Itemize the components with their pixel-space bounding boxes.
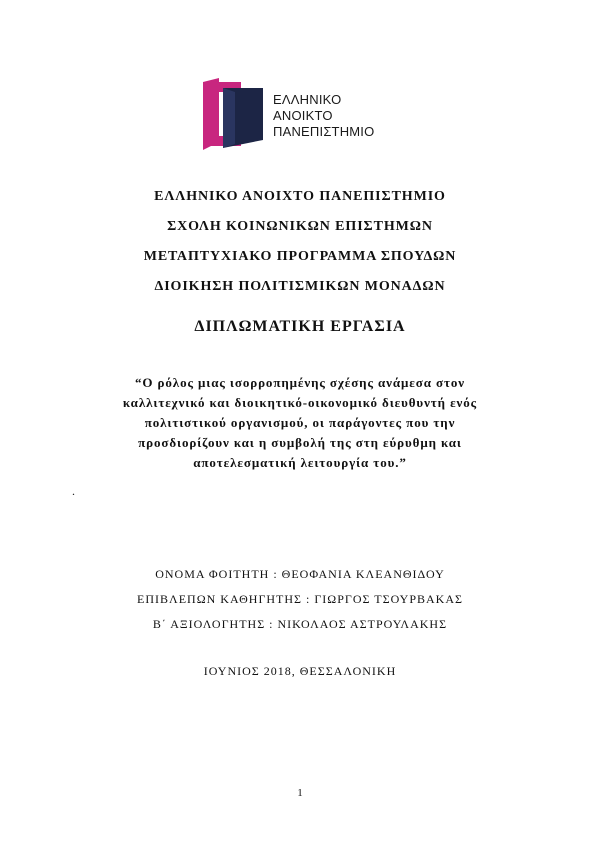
logo-wordmark bbox=[273, 92, 374, 140]
logo-line: ΑΝΟΙΚΤΟ bbox=[273, 108, 333, 123]
title-line: αποτελεσματική λειτουργία του.” bbox=[193, 455, 407, 470]
specialization-name: ΔΙΟΙΚΗΣΗ ΠΟΛΙΤΙΣΜΙΚΩΝ ΜΟΝΑΔΩΝ bbox=[154, 279, 446, 294]
thesis-type-heading: ΔΙΠΛΩΜΑΤΙΚΗ ΕΡΓΑΣΙΑ bbox=[194, 318, 406, 335]
logo-line: ΠΑΝΕΠΙΣΤΗΜΙΟ bbox=[273, 124, 375, 139]
thesis-title bbox=[80, 373, 520, 473]
program-name: ΜΕΤΑΠΤΥΧΙΑΚΟ ΠΡΟΓΡΑΜΜΑ ΣΠΟΥΔΩΝ bbox=[143, 249, 457, 264]
student-name: ΟΝΟΜΑ ΦΟΙΤΗΤΗ : ΘΕΟΦΑΝΙΑ ΚΛΕΑΝΘΙΔΟΥ bbox=[155, 567, 445, 581]
institution-block bbox=[0, 182, 600, 302]
title-line: πολιτιστικού οργανισμού, οι παράγοντες που την bbox=[144, 415, 456, 430]
people-block bbox=[0, 562, 600, 637]
supervisor-name: ΕΠΙΒΛΕΠΩΝ ΚΑΘΗΓΗΤΗΣ : ΓΙΩΡΓΟΣ ΤΣΟΥΡΒΑΚΑΣ bbox=[137, 592, 463, 606]
university-logo bbox=[203, 78, 393, 150]
date-place: ΙΟΥΝΙΟΣ 2018, ΘΕΣΣΑΛΟΝΙΚΗ bbox=[203, 664, 397, 678]
page-number: 1 bbox=[297, 787, 303, 799]
stray-dot: . bbox=[72, 484, 75, 498]
logo-line: ΕΛΛΗΝΙΚΟ bbox=[273, 92, 342, 107]
logo-mark-icon bbox=[203, 78, 268, 150]
title-line: καλλιτεχνικό και διοικητικό-οικονομικό διευθυντή ενός bbox=[122, 395, 478, 410]
title-line: προσδιορίζουν και η συμβολή της στη εύρυθμη και bbox=[138, 435, 462, 450]
school-name: ΣΧΟΛΗ ΚΟΙΝΩΝΙΚΩΝ ΕΠΙΣΤΗΜΩΝ bbox=[167, 219, 433, 234]
university-name: ΕΛΛΗΝΙΚΟ ΑΝΟΙΧΤΟ ΠΑΝΕΠΙΣΤΗΜΙΟ bbox=[154, 189, 446, 204]
title-line: “Ο ρόλος μιας ισορροπημένης σχέσης ανάμεσα στον bbox=[134, 375, 465, 390]
second-examiner-name: Β΄ ΑΞΙΟΛΟΓΗΤΗΣ : ΝΙΚΟΛΑΟΣ ΑΣΤΡΟΥΛΑΚΗΣ bbox=[152, 617, 448, 631]
